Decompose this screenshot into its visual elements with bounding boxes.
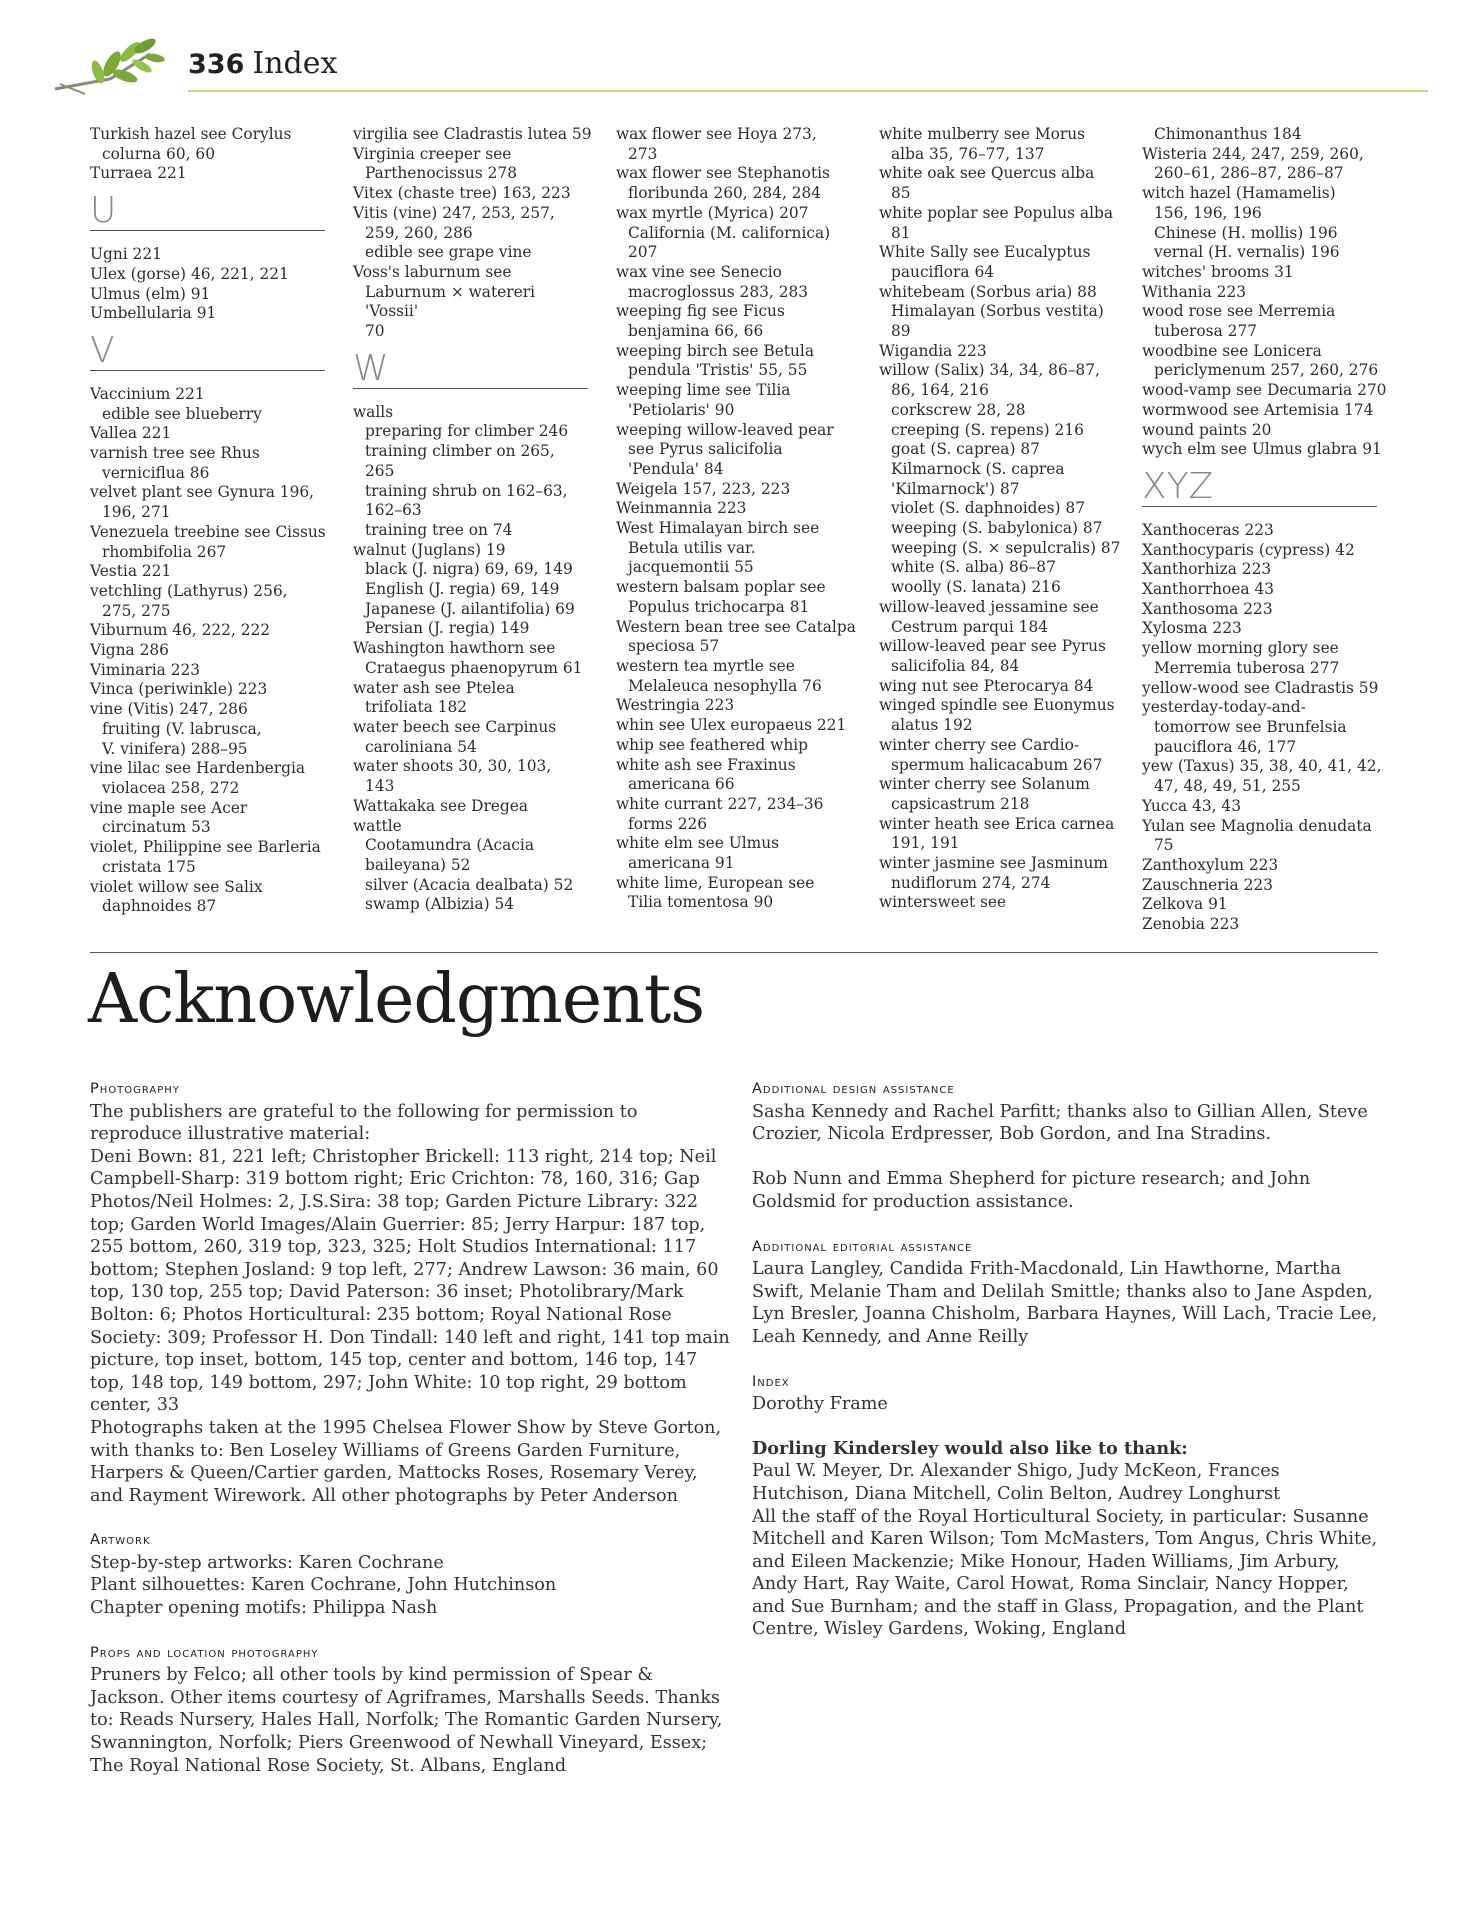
index-subentry: forms 226	[628, 814, 708, 833]
index-subentry: baileyana) 52	[365, 855, 471, 874]
index-entry: Withania 223	[1142, 282, 1247, 301]
index-entry: winter jasmine see Jasminum	[879, 854, 1109, 873]
index-subentry: 143	[365, 777, 395, 796]
index-entry: velvet plant see Gynura 196,	[90, 483, 315, 502]
index-subentry: capsicastrum 218	[891, 794, 1030, 813]
index-entry: Viburnum 46, 222, 222	[90, 621, 271, 640]
index-entry: Vaccinium 221	[90, 384, 205, 403]
index-subentry: Chinese (H. mollis) 196	[1154, 223, 1338, 242]
index-subentry: violet (S. daphnoides) 87	[891, 499, 1086, 518]
acknowledgments-left-column	[90, 1078, 730, 1799]
index-subentry: 70	[365, 322, 385, 341]
index-entry: white oak see Quercus alba	[879, 164, 1095, 183]
index-entry: witch hazel (Hamamelis)	[1142, 184, 1336, 203]
index-subentry: black (J. nigra) 69, 69, 149	[365, 560, 573, 579]
index-subentry: pauciflora 46, 177	[1154, 737, 1297, 756]
index-entry: wing nut see Pterocarya 84	[879, 676, 1094, 695]
index-entry: willow (Salix) 34, 34, 86–87,	[879, 361, 1100, 380]
index-entry: Yucca 43, 43	[1142, 796, 1241, 815]
index-subentry: 196, 271	[102, 503, 171, 522]
index-subentry: 162–63	[365, 501, 422, 520]
index-subentry: floribunda 260, 284, 284	[628, 184, 822, 203]
index-subentry: Betula utilis var.	[628, 538, 756, 557]
index-entry: weeping birch see Betula	[616, 341, 814, 360]
index-entry: white ash see Fraxinus	[616, 755, 796, 774]
index-subentry: Tilia tomentosa 90	[628, 893, 774, 912]
photography-body: The publishers are grateful to the following for permission to reproduce illustrative material: Deni Bown: 81, 221 left; Christopher Brickell: 113 right, 214 top; Neil Campbell-Sharp: 319 bottom right; Eric Crichton: 78, 160, 316; Gap Photos/Neil Holmes: 2, J.S.Sira: 38 top; Garden Picture Library: 322 top; Garden World Images/Alain Guerrier: 85; Jerry Harpur: 187 top, 255 bottom, 260, 319 top, 323, 325; Holt Studios International: 117 bottom; Stephen Josland: 9 top left, 277; Andrew Lawson: 36 main, 60 top, 130 top, 255 top; David Paterson: 36 inset; Photolibrary/Mark Bolton: 6; Photos Horticultural: 235 bottom; Royal National Rose Society: 309; Professor H. Don Tindall: 140 left and right, 141 top main picture, top inset, bottom, 145 top, center and bottom, 146 top, 147 top, 148 top, 149 bottom, 297; John White: 10 top right, 29 bottom center, 33 Photographs taken at the 1995 Chelsea Flower Show by Steve Gorton, with thanks to: Ben Loseley Williams of Greens Garden Furniture, Harpers & Queen/Cartier garden, Mattocks Roses, Rosemary Verey, and Rayment Wirework. All other photographs by Peter Anderson	[90, 1101, 730, 1506]
index-entry: Ulex (gorse) 46, 221, 221	[90, 264, 289, 283]
index-entry: vetchling (Lathyrus) 256,	[90, 581, 288, 600]
index-subentry: pauciflora 64	[891, 262, 995, 281]
index-subentry: salicifolia 84, 84	[891, 656, 1020, 675]
index-entry: violet willow see Salix	[90, 877, 263, 896]
index-entry: White Sally see Eucalyptus	[879, 243, 1091, 262]
index-subentry: goat (S. caprea) 87	[891, 440, 1040, 459]
index-subentry: swamp (Albizia) 54	[365, 895, 515, 914]
index-subentry: Persian (J. regia) 149	[365, 619, 530, 638]
index-entry: wattle	[353, 816, 402, 835]
index-column-2	[353, 125, 598, 915]
index-subentry: americana 91	[628, 854, 735, 873]
index-subentry: daphnoides 87	[102, 897, 217, 916]
index-subentry: circinatum 53	[102, 818, 211, 837]
header-rule	[188, 90, 1428, 92]
index-entry: Western bean tree see Catalpa	[616, 617, 856, 636]
index-entry: yesterday-today-and-	[1142, 698, 1306, 717]
index-letter-heading: XYZ	[1142, 466, 1377, 507]
index-subentry: corkscrew 28, 28	[891, 400, 1026, 419]
index-subentry: alatus 192	[891, 716, 973, 735]
index-entry: whitebeam (Sorbus aria) 88	[879, 282, 1097, 301]
index-subentry: Parthenocissus 278	[365, 164, 517, 183]
design-heading: Additional design assistance	[752, 1081, 955, 1097]
index-entry: Voss's laburnum see	[353, 262, 512, 281]
index-entry: Vestia 221	[90, 562, 172, 581]
index-subentry: English (J. regia) 69, 149	[365, 580, 560, 599]
index-entry: Ulmus (elm) 91	[90, 284, 211, 303]
index-entry: winged spindle see Euonymus	[879, 696, 1115, 715]
index-column-5	[1142, 125, 1387, 935]
index-subentry: Kilmarnock (S. caprea	[891, 459, 1065, 478]
props-body: Pruners by Felco; all other tools by kind permission of Spear & Jackson. Other items courtesy of Agriframes, Marshalls Seeds. Thanks to: Reads Nursery, Hales Hall, Norfolk; The Romantic Garden Nursery, Swannington, Norfolk; Piers Greenwood of Newhall Vineyard, Essex; The Royal National Rose Society, St. Albans, England	[90, 1665, 723, 1776]
index-subentry: creeping (S. repens) 216	[891, 420, 1084, 439]
index-subentry: weeping (S. babylonica) 87	[891, 519, 1103, 538]
index-subentry: weeping (S. × sepulcralis) 87	[891, 538, 1121, 557]
index-subentry: benjamina 66, 66	[628, 322, 764, 341]
index-entry: Wattakaka see Dregea	[353, 796, 529, 815]
dk-thanks-heading: Dorling Kindersley would also like to thank:	[752, 1437, 1188, 1459]
index-subentry: caroliniana 54	[365, 737, 477, 756]
index-subentry: 191, 191	[891, 834, 960, 853]
index-subentry: Crataegus phaenopyrum 61	[365, 658, 583, 677]
index-credit-body: Dorothy Frame	[752, 1394, 888, 1415]
index-credit-heading: Index	[752, 1373, 790, 1390]
index-entry: western tea myrtle see	[616, 656, 795, 675]
index-subentry: white (S. alba) 86–87	[891, 558, 1056, 577]
index-entry: winter cherry see Solanum	[879, 775, 1090, 794]
index-entry: woodbine see Lonicera	[1142, 341, 1322, 360]
index-entry: white currant 227, 234–36	[616, 794, 824, 813]
index-subentry: 'Pendula' 84	[628, 459, 724, 478]
index-entry: Xanthorrhoea 43	[1142, 580, 1275, 599]
index-section	[90, 125, 1387, 934]
index-subentry: americana 66	[628, 775, 735, 794]
index-entry: Xanthosoma 223	[1142, 599, 1273, 618]
index-entry: wax flower see Stephanotis	[616, 164, 830, 183]
index-subentry: 89	[891, 322, 911, 341]
index-subentry: edible see blueberry	[102, 404, 262, 423]
index-entry: white elm see Ulmus	[616, 834, 780, 853]
editorial-heading: Additional editorial assistance	[752, 1238, 973, 1255]
index-subentry: violacea 258, 272	[102, 778, 240, 797]
index-subentry: woolly (S. lanata) 216	[891, 578, 1061, 597]
page-header	[50, 30, 1380, 130]
index-subentry: 259, 260, 286	[365, 223, 473, 242]
index-subentry: macroglossus 283, 283	[628, 282, 809, 301]
index-entry: willow-leaved jessamine see	[879, 597, 1099, 616]
index-entry: Zanthoxylum 223	[1142, 855, 1279, 874]
index-subentry: 156, 196, 196	[1154, 203, 1262, 222]
index-subentry: training tree on 74	[365, 520, 513, 539]
index-entry: weeping lime see Tilia	[616, 381, 791, 400]
index-entry: Turkish hazel see Corylus	[90, 125, 292, 143]
index-entry: weeping willow-leaved pear	[616, 420, 834, 439]
index-letter-heading: W	[353, 348, 588, 389]
index-subentry: fruiting (V. labrusca,	[102, 719, 262, 738]
index-entry: Zauschneria 223	[1142, 875, 1273, 894]
index-entry: Xanthocyparis (cypress) 42	[1142, 540, 1355, 559]
index-subentry: Chimonanthus 184	[1154, 125, 1302, 143]
index-entry: Westringia 223	[616, 696, 735, 715]
photography-heading: Photography	[90, 1081, 180, 1097]
index-entry: Weigela 157, 223, 223	[616, 479, 791, 498]
index-entry: wood rose see Merremia	[1142, 302, 1336, 321]
index-entry: winter heath see Erica carnea	[879, 814, 1115, 833]
index-subentry: training shrub on 162–63,	[365, 481, 568, 500]
index-entry: Zelkova 91	[1142, 895, 1228, 914]
index-entry: Xanthoceras 223	[1142, 520, 1274, 539]
index-entry: virgilia see Cladrastis lutea 59	[353, 125, 592, 143]
index-entry: violet, Philippine see Barleria	[90, 838, 321, 857]
index-subentry: spermum halicacabum 267	[891, 755, 1103, 774]
index-subentry: 207	[628, 243, 658, 262]
index-entry: white poplar see Populus alba	[879, 203, 1114, 222]
index-entry: wintersweet see	[879, 893, 1007, 912]
index-entry: West Himalayan birch see	[616, 519, 820, 538]
index-entry: Ugni 221	[90, 245, 162, 264]
index-subentry: silver (Acacia dealbata) 52	[365, 875, 574, 894]
index-column-1	[90, 125, 335, 917]
index-subentry: 85	[891, 184, 911, 203]
index-entry: Xanthorhiza 223	[1142, 560, 1272, 579]
leaf-sprig-icon	[50, 34, 170, 104]
index-entry: yellow morning glory see	[1142, 639, 1339, 658]
index-entry: water shoots 30, 30, 103,	[353, 757, 552, 776]
index-subentry: 273	[628, 144, 658, 163]
index-entry: Washington hawthorn see	[353, 639, 556, 658]
index-subentry: 47, 48, 49, 51, 255	[1154, 777, 1301, 796]
index-entry: wax flower see Hoya 273,	[616, 125, 817, 143]
index-entry: western balsam poplar see	[616, 578, 826, 597]
index-subentry: colurna 60, 60	[102, 144, 216, 163]
index-subentry: tuberosa 277	[1154, 322, 1258, 341]
index-subentry: 'Vossii'	[365, 302, 419, 321]
index-entry: whin see Ulex europaeus 221	[616, 716, 847, 735]
index-entry: Virginia creeper see	[353, 144, 512, 163]
index-subentry: V. vinifera) 288–95	[102, 739, 248, 758]
index-subentry: trifoliata 182	[365, 698, 468, 717]
index-letter-heading: U	[90, 190, 325, 231]
index-subentry: cristata 175	[102, 857, 196, 876]
index-subentry: pendula 'Tristis' 55, 55	[628, 361, 808, 380]
props-heading: Props and location photography	[90, 1644, 319, 1661]
index-entry: Vallea 221	[90, 424, 172, 443]
index-entry: vine maple see Acer	[90, 798, 248, 817]
index-subentry: preparing for climber 246	[365, 422, 569, 441]
index-subentry: Populus trichocarpa 81	[628, 597, 810, 616]
index-entry: wound paints 20	[1142, 420, 1272, 439]
index-column-4	[879, 125, 1124, 913]
section-divider	[90, 952, 1378, 953]
index-entry: wax myrtle (Myrica) 207	[616, 203, 809, 222]
index-subentry: Laburnum × watereri	[365, 282, 536, 301]
design-body: Sasha Kennedy and Rachel Parfitt; thanks also to Gillian Allen, Steve Crozier, Nicola Erdpresser, Bob Gordon, and Ina Stradins. Rob Nunn and Emma Shepherd for picture research; and John Goldsmid for production assistance.	[752, 1101, 1368, 1212]
index-subentry: 'Kilmarnock') 87	[891, 479, 1020, 498]
artwork-heading: Artwork	[90, 1532, 151, 1549]
index-subentry: Japanese (J. ailantifolia) 69	[365, 599, 575, 618]
index-entry: winter cherry see Cardio-	[879, 735, 1080, 754]
index-entry: Vigna 286	[90, 641, 169, 660]
acknowledgments-right-column	[752, 1078, 1382, 1663]
index-entry: Zenobia 223	[1142, 915, 1240, 934]
index-entry: vine lilac see Hardenbergia	[90, 759, 306, 778]
index-subentry: speciosa 57	[628, 637, 720, 656]
editorial-body: Laura Langley, Candida Frith-Macdonald, Lin Hawthorne, Martha Swift, Melanie Tham and Delilah Smittle; thanks also to Jane Aspden, Lyn Bresler, Joanna Chisholm, Barbara Haynes, Will Lach, Tracie Lee, Leah Kennedy, and Anne Reilly	[752, 1259, 1378, 1347]
index-subentry: nudiflorum 274, 274	[891, 873, 1051, 892]
index-entry: wax vine see Senecio	[616, 262, 782, 281]
index-entry: witches' brooms 31	[1142, 262, 1294, 281]
index-subentry: 260–61, 286–87, 286–87	[1154, 164, 1344, 183]
index-subentry: 86, 164, 216	[891, 381, 989, 400]
index-subentry: periclymenum 257, 260, 276	[1154, 361, 1379, 380]
index-subentry: verniciflua 86	[102, 463, 210, 482]
page-title-text: Index	[252, 46, 338, 81]
acknowledgments-title: Acknowledgments	[88, 960, 705, 1039]
index-entry: Vitex (chaste tree) 163, 223	[353, 184, 571, 203]
index-entry: walnut (Juglans) 19	[353, 540, 506, 559]
dk-thanks-body: Paul W. Meyer, Dr. Alexander Shigo, Judy McKeon, Frances Hutchison, Diana Mitchell, Colin Belton, Audrey Longhurst All the staff of the Royal Horticultural Society, in particular: Susanne Mitchell and Karen Wilson; Tom McMasters, Tom Angus, Chris White, and Eileen Mackenzie; Mike Honour, Haden Williams, Jim Arbury, Andy Hart, Ray Waite, Carol Howat, Roma Sinclair, Nancy Hopper, and Sue Burnham; and the staff in Glass, Propagation, and the Plant Centre, Wisley Gardens, Woking, England	[752, 1461, 1378, 1640]
index-subentry: 275, 275	[102, 601, 171, 620]
index-entry: yew (Taxus) 35, 38, 40, 41, 42,	[1142, 757, 1382, 776]
index-entry: Yulan see Magnolia denudata 75	[1142, 816, 1372, 855]
page-number: 336	[188, 49, 245, 80]
index-entry: water ash see Ptelea	[353, 678, 515, 697]
index-entry: Venezuela treebine see Cissus	[90, 522, 326, 541]
index-entry: Viminaria 223	[90, 660, 201, 679]
index-entry: Wisteria 244, 247, 259, 260,	[1142, 144, 1364, 163]
index-subentry: Merremia tuberosa 277	[1154, 658, 1340, 677]
index-entry: vine (Vitis) 247, 286	[90, 700, 248, 719]
index-entry: whip see feathered whip	[616, 735, 809, 754]
index-subentry: alba 35, 76–77, 137	[891, 144, 1045, 163]
index-entry: yellow-wood see Cladrastis 59	[1142, 678, 1379, 697]
index-entry: weeping fig see Ficus	[616, 302, 785, 321]
index-entry: Vinca (periwinkle) 223	[90, 680, 268, 699]
index-subentry: 'Petiolaris' 90	[628, 400, 735, 419]
artwork-body: Step-by-step artworks: Karen Cochrane Plant silhouettes: Karen Cochrane, John Hutchinson Chapter opening motifs: Philippa Nash	[90, 1552, 557, 1619]
index-subentry: Himalayan (Sorbus vestita)	[891, 302, 1104, 321]
index-entry: Weinmannia 223	[616, 499, 747, 518]
index-subentry: 81	[891, 223, 911, 242]
index-subentry: tomorrow see Brunfelsia	[1154, 717, 1347, 736]
index-entry: wood-vamp see Decumaria 270	[1142, 381, 1387, 400]
index-entry: Wigandia 223	[879, 341, 987, 360]
index-letter-heading: V	[90, 330, 325, 371]
index-subentry: vernal (H. vernalis) 196	[1154, 243, 1340, 262]
index-entry: water beech see Carpinus	[353, 717, 557, 736]
index-entry: white mulberry see Morus	[879, 125, 1086, 143]
index-subentry: California (M. californica)	[628, 223, 831, 242]
index-column-3	[616, 125, 861, 913]
index-entry: Turraea 221	[90, 164, 187, 183]
index-subentry: edible see grape vine	[365, 243, 532, 262]
index-subentry: training climber on 265,	[365, 442, 555, 461]
index-entry: wormwood see Artemisia 174	[1142, 400, 1374, 419]
page-title	[188, 46, 337, 81]
index-entry: walls	[353, 402, 394, 421]
index-entry: willow-leaved pear see Pyrus	[879, 637, 1106, 656]
index-subentry: jacquemontii 55	[628, 558, 754, 577]
index-subentry: Melaleuca nesophylla 76	[628, 676, 822, 695]
index-subentry: see Pyrus salicifolia	[628, 440, 783, 459]
index-entry: wych elm see Ulmus glabra 91	[1142, 440, 1382, 459]
index-entry: varnish tree see Rhus	[90, 444, 260, 463]
index-subentry: Cootamundra (Acacia	[365, 836, 534, 855]
index-entry: Xylosma 223	[1142, 619, 1242, 638]
index-subentry: Cestrum parqui 184	[891, 617, 1049, 636]
index-subentry: 265	[365, 461, 395, 480]
index-entry: Umbellularia 91	[90, 304, 217, 323]
index-entry: Vitis (vine) 247, 253, 257,	[353, 203, 555, 222]
index-subentry: rhombifolia 267	[102, 542, 227, 561]
index-entry: white lime, European see	[616, 873, 815, 892]
